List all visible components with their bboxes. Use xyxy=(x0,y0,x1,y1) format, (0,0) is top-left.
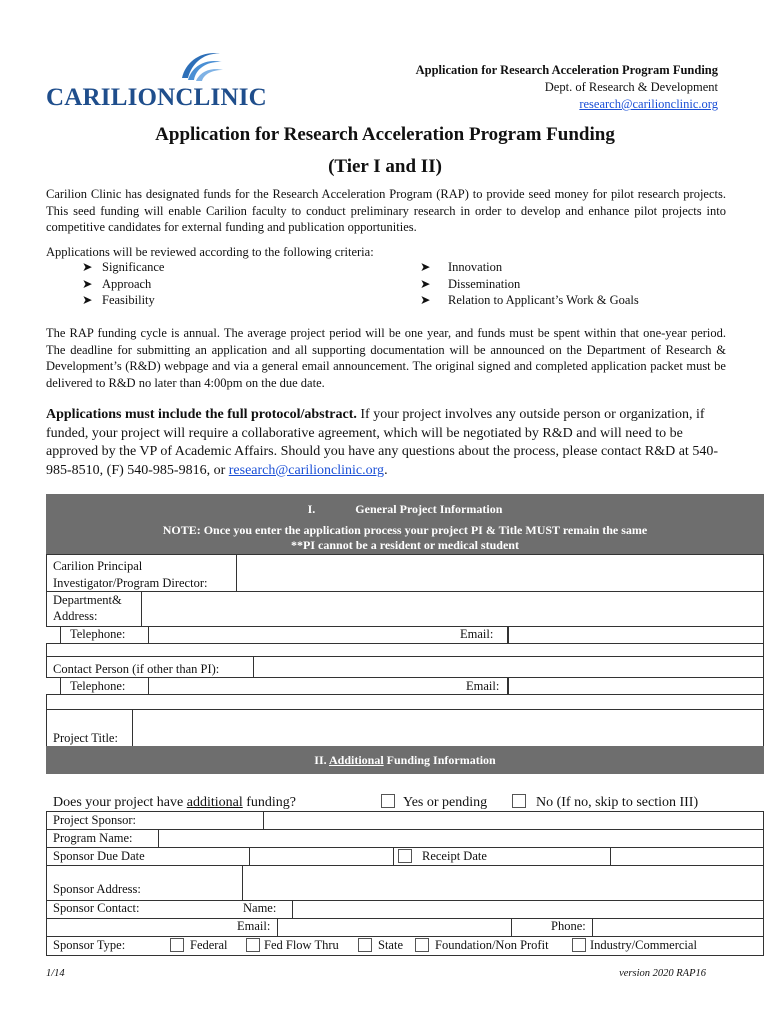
due-label: Sponsor Due Date xyxy=(53,849,145,863)
dept-label-1: Department& xyxy=(53,593,122,607)
name-label: Name: xyxy=(243,901,277,915)
telephone2-input[interactable] xyxy=(148,677,508,695)
carilion-logo xyxy=(46,48,267,111)
email2-label: Email: xyxy=(466,679,500,693)
pi-label-2: Investigator/Program Director: xyxy=(53,576,208,590)
email-input[interactable] xyxy=(508,626,764,644)
pi-label-1: Carilion Principal xyxy=(53,559,143,573)
phone-label: Phone: xyxy=(551,919,586,933)
header-program: Application for Research Acceleration Program Funding xyxy=(415,63,718,77)
criteria-left-list xyxy=(82,259,164,309)
section1-note: NOTE: Once you enter the application process your project PI & Title MUST remain the same xyxy=(162,523,648,537)
no-label: No (If no, skip to section III) xyxy=(536,795,699,810)
spacer-row xyxy=(46,694,764,710)
list-item: ➤ Dissemination xyxy=(420,276,521,291)
header-dept: Dept. of Research & Development xyxy=(544,80,718,94)
industry-label: Industry/Commercial xyxy=(590,938,697,952)
telephone-input[interactable] xyxy=(148,626,508,644)
criteria-heading: Applications will be reviewed according to the following criteria: xyxy=(46,245,374,259)
arrow-bullet-icon: ➤ xyxy=(420,293,431,307)
telephone2-label: Telephone: xyxy=(70,679,126,693)
phone-input[interactable] xyxy=(592,918,764,937)
program-input[interactable] xyxy=(158,829,764,848)
fed-flow-checkbox[interactable] xyxy=(246,938,260,952)
name-input[interactable] xyxy=(292,900,764,919)
intro-paragraph: Carilion Clinic has designated funds for the Research Acceleration Program (RAP) to provide seed money for pilot research projects. This seed funding will enable Carilion faculty to conduct preliminary research in order to develop and enhance pilot projects into competitive candidates for external funding and publication opportunities. xyxy=(46,187,726,234)
list-item: ➤ Relation to Applicant’s Work & Goals xyxy=(420,293,639,307)
section2-num: II. xyxy=(314,753,327,767)
state-label: State xyxy=(378,938,403,952)
sponsor-contact-label: Sponsor Contact: xyxy=(53,901,140,915)
address-input[interactable] xyxy=(242,865,764,901)
dept-input[interactable] xyxy=(141,591,764,627)
section2-title: Funding Information xyxy=(383,753,496,767)
project-title-label: Project Title: xyxy=(53,731,118,745)
receipt-label: Receipt Date xyxy=(422,849,487,863)
email2-input[interactable] xyxy=(508,677,764,695)
contact-email-link[interactable]: research@carilionclinic.org xyxy=(228,462,385,478)
no-checkbox[interactable] xyxy=(512,794,526,808)
page-subtitle: (Tier I and II) xyxy=(328,156,442,177)
criteria-right-list xyxy=(420,259,639,309)
sponsor-label: Project Sponsor: xyxy=(53,813,136,827)
funding-question: Does your project have additional funding? xyxy=(53,795,296,810)
email-label: Email: xyxy=(460,627,494,641)
page-number: 1/14 xyxy=(46,968,65,979)
arrow-bullet-icon: ➤ xyxy=(82,293,93,307)
foundation-checkbox[interactable] xyxy=(415,938,429,952)
logo-brand-2: CLINIC xyxy=(175,84,267,111)
section1-header xyxy=(46,494,764,554)
federal-checkbox[interactable] xyxy=(170,938,184,952)
receipt-input[interactable] xyxy=(610,847,764,866)
receipt-checkbox[interactable] xyxy=(398,849,412,863)
sponsor-email-label: Email: xyxy=(237,919,271,933)
section1-note2: **PI cannot be a resident or medical student xyxy=(291,538,519,552)
section1-title: General Project Information xyxy=(355,502,503,516)
foundation-label: Foundation/Non Profit xyxy=(435,938,549,952)
industry-checkbox[interactable] xyxy=(572,938,586,952)
dept-label-2: Address: xyxy=(53,609,98,623)
header-email-link[interactable]: research@carilionclinic.org xyxy=(579,97,718,111)
section2-title-underlined: Additional xyxy=(328,753,384,767)
yes-label: Yes or pending xyxy=(403,795,488,810)
swoosh-logo-icon xyxy=(174,48,224,84)
list-item: ➤ Feasibility xyxy=(82,293,155,307)
arrow-bullet-icon: ➤ xyxy=(82,276,93,291)
logo-brand-1: CARILION xyxy=(46,84,176,111)
protocol-paragraph: Applications must include the full protocol/abstract. If your project involves any outside person or organization, if funded, your project will require a collaborative agreement, which will be negotiated by R&D and will need to be approved by the VP of Academic Affairs. Should you have any questions about the process, please contact R&D at 540-985-8510, (F) 540-985-9816, or research@carilionclinic.org. xyxy=(46,407,718,478)
state-checkbox[interactable] xyxy=(358,938,372,952)
header-info xyxy=(416,62,718,113)
version-label: version 2020 RAP16 xyxy=(619,968,706,979)
yes-checkbox[interactable] xyxy=(381,794,395,808)
sponsor-email-input[interactable] xyxy=(277,918,512,937)
program-label: Program Name: xyxy=(53,831,133,845)
section1-num: I. xyxy=(307,502,316,516)
arrow-bullet-icon: ➤ xyxy=(82,260,93,274)
section2-header xyxy=(46,746,764,774)
fed-flow-label: Fed Flow Thru xyxy=(264,938,339,952)
protocol-bold: Applications must include the full protocol/abstract. xyxy=(46,407,357,422)
project-title-input[interactable] xyxy=(132,709,764,747)
arrow-bullet-icon: ➤ xyxy=(420,276,431,291)
federal-label: Federal xyxy=(190,938,228,952)
list-item: ➤ Approach xyxy=(82,276,152,291)
spacer-row xyxy=(46,643,764,657)
sponsor-type-label: Sponsor Type: xyxy=(53,938,126,952)
arrow-bullet-icon: ➤ xyxy=(420,260,431,274)
list-item: ➤ Innovation xyxy=(420,260,503,274)
contact-label: Contact Person (if other than PI): xyxy=(53,662,220,676)
address-label: Sponsor Address: xyxy=(53,882,141,896)
sponsor-input[interactable] xyxy=(263,811,764,830)
pi-input[interactable] xyxy=(236,554,764,592)
due-input[interactable] xyxy=(249,847,394,866)
cycle-paragraph: The RAP funding cycle is annual. The average project period will be one year, and funds must be spent within that one-year period. The deadline for submitting an application and all supporting documentation will be announced on the Department of Research & Development’s (R&D) webpage and via a general email announcement. The original signed and completed application packet must be delivered to R&D no later than 4:00pm on the due date. xyxy=(46,326,726,390)
page-title: Application for Research Acceleration Program Funding xyxy=(155,124,615,145)
contact-input[interactable] xyxy=(253,656,764,678)
list-item: ➤ Significance xyxy=(82,260,165,274)
telephone-label: Telephone: xyxy=(70,627,126,641)
